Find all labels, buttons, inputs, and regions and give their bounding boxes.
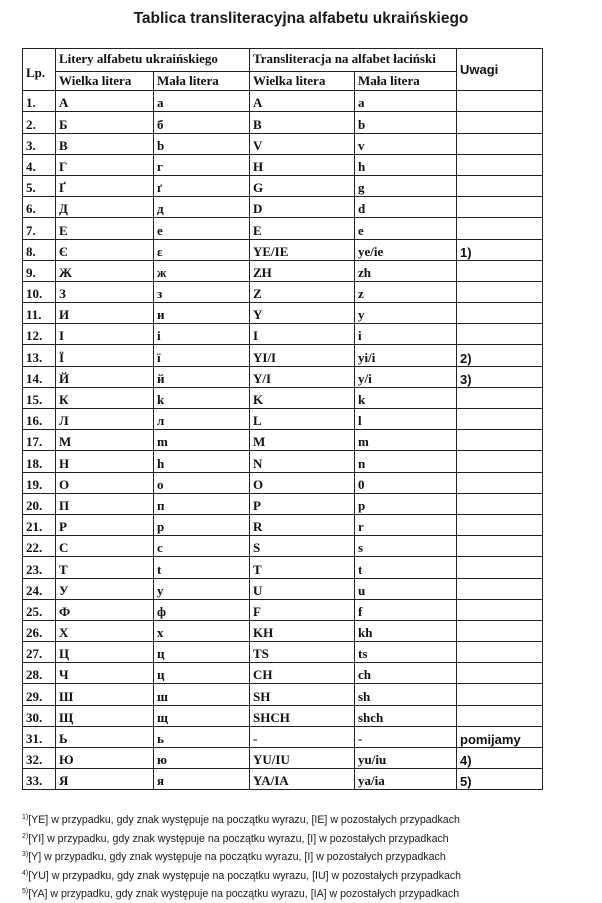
ukrainian-lower: г: [154, 154, 250, 175]
ukrainian-lower: m: [154, 430, 250, 451]
footnote-initial-form: [YU]: [28, 869, 49, 882]
ukrainian-upper: О: [56, 472, 154, 493]
latin-upper: ZH: [250, 260, 355, 281]
row-note: [457, 324, 543, 345]
ukrainian-upper: А: [56, 91, 154, 112]
footnote-other-form: [IU]: [312, 869, 329, 882]
latin-lower: r: [355, 514, 457, 535]
table-row: [23, 684, 543, 705]
row-note: [457, 705, 543, 726]
ukrainian-upper: З: [56, 281, 154, 302]
row-note: pomijamy: [457, 726, 543, 747]
row-note: [457, 112, 543, 133]
header-uk-upper: Wielka litera: [56, 72, 154, 91]
row-lp: 4.: [23, 154, 56, 175]
row-lp: 30.: [23, 705, 56, 726]
row-lp: 33.: [23, 769, 56, 790]
footnote-text: w przypadku, gdy znak występuje na początku wyrazu,: [41, 851, 305, 864]
footnote-mark: 4): [22, 869, 29, 877]
latin-upper: YA/IA: [250, 769, 355, 790]
footnote-mark: 1): [22, 814, 29, 821]
header-lat-upper: Wielka litera: [250, 72, 355, 91]
footnote-mark: 5): [22, 888, 29, 896]
row-lp: 24.: [23, 578, 56, 599]
latin-lower: m: [355, 430, 457, 451]
table-row: [23, 197, 543, 218]
table-row: [23, 112, 543, 133]
footnote-text: w przypadku, gdy znak występuje na początku wyrazu,: [44, 832, 308, 845]
row-note: [457, 599, 543, 620]
ukrainian-upper: Ч: [56, 663, 154, 684]
table-row: [23, 769, 543, 790]
ukrainian-upper: Р: [56, 514, 154, 535]
header-lp: Lp.: [23, 49, 56, 91]
latin-lower: y: [355, 303, 457, 324]
latin-lower: v: [355, 133, 457, 154]
table-row: [23, 536, 543, 557]
ukrainian-lower: ε: [154, 239, 250, 260]
latin-upper: YI/I: [250, 345, 355, 366]
table-row: [23, 493, 543, 514]
row-lp: 27.: [23, 642, 56, 663]
row-lp: 21.: [23, 514, 56, 535]
latin-upper: SHCH: [250, 705, 355, 726]
row-note: [457, 197, 543, 218]
latin-upper: Y/I: [250, 366, 355, 387]
row-note: [457, 175, 543, 196]
row-note: [457, 642, 543, 663]
table-body: [23, 91, 543, 790]
ukrainian-upper: В: [56, 133, 154, 154]
row-lp: 10.: [23, 281, 56, 302]
ukrainian-upper: Я: [56, 769, 154, 790]
latin-upper: CH: [250, 663, 355, 684]
ukrainian-upper: У: [56, 578, 154, 599]
ukrainian-upper: Т: [56, 557, 154, 578]
latin-lower: ts: [355, 642, 457, 663]
ukrainian-lower: о: [154, 472, 250, 493]
ukrainian-lower: ї: [154, 345, 250, 366]
ukrainian-upper: Є: [56, 239, 154, 260]
page-title: Tablica transliteracyjna alfabetu ukraińskiego: [133, 10, 469, 27]
latin-lower: l: [355, 409, 457, 430]
latin-lower: d: [355, 197, 457, 218]
row-lp: 23.: [23, 557, 56, 578]
table-row: [23, 620, 543, 641]
latin-upper: D: [250, 197, 355, 218]
table-row: [23, 91, 543, 112]
footnote: [22, 866, 597, 885]
row-lp: 22.: [23, 536, 56, 557]
ukrainian-lower: с: [154, 536, 250, 557]
table-row: [23, 409, 543, 430]
latin-lower: k: [355, 387, 457, 408]
row-lp: 6.: [23, 197, 56, 218]
latin-lower: zh: [355, 260, 457, 281]
row-lp: 12.: [23, 324, 56, 345]
ukrainian-lower: и: [154, 303, 250, 324]
transliteration-table: [22, 48, 543, 790]
footnote-mark: 2): [22, 832, 29, 840]
latin-lower: z: [355, 281, 457, 302]
footnotes: [22, 810, 597, 903]
row-note: [457, 557, 543, 578]
ukrainian-upper: М: [56, 430, 154, 451]
footnote-mark: 3): [22, 851, 29, 859]
latin-upper: TS: [250, 642, 355, 663]
ukrainian-upper: И: [56, 303, 154, 324]
ukrainian-lower: k: [154, 387, 250, 408]
table-row: [23, 133, 543, 154]
row-lp: 11.: [23, 303, 56, 324]
latin-upper: U: [250, 578, 355, 599]
latin-upper: G: [250, 175, 355, 196]
row-lp: 8.: [23, 239, 56, 260]
latin-lower: ye/ie: [355, 239, 457, 260]
row-note: 2): [457, 345, 543, 366]
ukrainian-upper: Ґ: [56, 175, 154, 196]
latin-upper: T: [250, 557, 355, 578]
latin-upper: B: [250, 112, 355, 133]
ukrainian-upper: Ї: [56, 345, 154, 366]
row-note: [457, 663, 543, 684]
latin-lower: b: [355, 112, 457, 133]
ukrainian-upper: С: [56, 536, 154, 557]
table-row: [23, 472, 543, 493]
table-row: [23, 642, 543, 663]
latin-lower: g: [355, 175, 457, 196]
ukrainian-lower: t: [154, 557, 250, 578]
row-note: 4): [457, 748, 543, 769]
ukrainian-lower: а: [154, 91, 250, 112]
ukrainian-upper: Щ: [56, 705, 154, 726]
ukrainian-upper: Х: [56, 620, 154, 641]
table-row: [23, 599, 543, 620]
row-note: [457, 91, 543, 112]
latin-lower: yi/i: [355, 345, 457, 366]
row-lp: 20.: [23, 493, 56, 514]
latin-upper: P: [250, 493, 355, 514]
row-lp: 2.: [23, 112, 56, 133]
table-row: [23, 557, 543, 578]
ukrainian-upper: Ь: [56, 726, 154, 747]
latin-upper: I: [250, 324, 355, 345]
footnote-other-form: [I]: [307, 832, 317, 845]
header-latin-transliteration: Transliteracja na alfabet łaciński: [250, 49, 457, 72]
row-note: 5): [457, 769, 543, 790]
latin-lower: kh: [355, 620, 457, 641]
latin-upper: Y: [250, 303, 355, 324]
ukrainian-upper: Ж: [56, 260, 154, 281]
ukrainian-upper: Ц: [56, 642, 154, 663]
latin-lower: p: [355, 493, 457, 514]
ukrainian-upper: І: [56, 324, 154, 345]
table-row: [23, 366, 543, 387]
latin-upper: Z: [250, 281, 355, 302]
latin-lower: t: [355, 557, 457, 578]
ukrainian-lower: ь: [154, 726, 250, 747]
table-row: [23, 451, 543, 472]
latin-upper: H: [250, 154, 355, 175]
latin-upper: S: [250, 536, 355, 557]
table-row: [23, 175, 543, 196]
footnote: [22, 884, 597, 903]
latin-upper: A: [250, 91, 355, 112]
latin-lower: u: [355, 578, 457, 599]
latin-lower: e: [355, 218, 457, 239]
row-note: [457, 154, 543, 175]
ukrainian-lower: і: [154, 324, 250, 345]
ukrainian-lower: ц: [154, 663, 250, 684]
header-ukrainian-letters: Litery alfabetu ukraińskiego: [56, 49, 250, 72]
table-row: [23, 514, 543, 535]
table-row: [23, 324, 543, 345]
row-lp: 16.: [23, 409, 56, 430]
row-lp: 26.: [23, 620, 56, 641]
row-lp: 25.: [23, 599, 56, 620]
row-lp: 28.: [23, 663, 56, 684]
footnote-text: w przypadku, gdy znak występuje na początku wyrazu,: [48, 814, 312, 826]
ukrainian-upper: Ю: [56, 748, 154, 769]
row-lp: 1.: [23, 91, 56, 112]
ukrainian-lower: б: [154, 112, 250, 133]
latin-upper: YU/IU: [250, 748, 355, 769]
footnote-other-form: [IA]: [310, 888, 327, 901]
ukrainian-upper: Б: [56, 112, 154, 133]
latin-upper: -: [250, 726, 355, 747]
footnote-text: w przypadku, gdy znak występuje na początku wyrazu,: [47, 888, 311, 901]
footnote-initial-form: [YA]: [28, 888, 48, 901]
footnote-other-form: [IE]: [311, 814, 328, 826]
ukrainian-lower: у: [154, 578, 250, 599]
row-note: [457, 620, 543, 641]
ukrainian-upper: Л: [56, 409, 154, 430]
row-note: [457, 472, 543, 493]
footnote: [22, 847, 597, 866]
row-lp: 15.: [23, 387, 56, 408]
ukrainian-lower: ф: [154, 599, 250, 620]
ukrainian-lower: й: [154, 366, 250, 387]
ukrainian-upper: Ф: [56, 599, 154, 620]
row-note: [457, 536, 543, 557]
latin-lower: n: [355, 451, 457, 472]
row-lp: 13.: [23, 345, 56, 366]
row-lp: 19.: [23, 472, 56, 493]
latin-upper: YE/IE: [250, 239, 355, 260]
latin-lower: a: [355, 91, 457, 112]
table-row: [23, 726, 543, 747]
latin-upper: L: [250, 409, 355, 430]
ukrainian-lower: п: [154, 493, 250, 514]
footnote-initial-form: [YI]: [28, 832, 45, 845]
ukrainian-lower: b: [154, 133, 250, 154]
row-note: 1): [457, 239, 543, 260]
table-row: [23, 663, 543, 684]
latin-lower: 0: [355, 472, 457, 493]
footnote-text-end: w pozostałych przypadkach: [328, 869, 462, 882]
footnote-other-form: [I]: [304, 851, 314, 864]
row-lp: 14.: [23, 366, 56, 387]
latin-upper: N: [250, 451, 355, 472]
row-lp: 5.: [23, 175, 56, 196]
table-row: [23, 705, 543, 726]
ukrainian-upper: Н: [56, 451, 154, 472]
footnote-text-end: w pozostałych przypadkach: [327, 814, 460, 826]
latin-upper: K: [250, 387, 355, 408]
row-lp: 3.: [23, 133, 56, 154]
footnote-text: w przypadku, gdy znak występuje na początku wyrazu,: [48, 869, 313, 882]
latin-upper: F: [250, 599, 355, 620]
ukrainian-lower: х: [154, 620, 250, 641]
latin-lower: shch: [355, 705, 457, 726]
row-lp: 29.: [23, 684, 56, 705]
ukrainian-lower: e: [154, 218, 250, 239]
header-uk-lower: Mała litera: [154, 72, 250, 91]
latin-upper: SH: [250, 684, 355, 705]
row-lp: 32.: [23, 748, 56, 769]
table-row: [23, 154, 543, 175]
ukrainian-lower: я: [154, 769, 250, 790]
ukrainian-lower: щ: [154, 705, 250, 726]
ukrainian-upper: Е: [56, 218, 154, 239]
latin-lower: s: [355, 536, 457, 557]
ukrainian-lower: д: [154, 197, 250, 218]
latin-upper: E: [250, 218, 355, 239]
row-lp: 9.: [23, 260, 56, 281]
ukrainian-lower: h: [154, 451, 250, 472]
row-note: [457, 514, 543, 535]
row-lp: 17.: [23, 430, 56, 451]
row-note: [457, 133, 543, 154]
row-lp: 18.: [23, 451, 56, 472]
header-lat-lower: Mała litera: [355, 72, 457, 91]
footnote-text-end: w pozostałych przypadkach: [313, 851, 446, 864]
latin-lower: i: [355, 324, 457, 345]
row-note: [457, 430, 543, 451]
ukrainian-upper: Ш: [56, 684, 154, 705]
latin-lower: yu/iu: [355, 748, 457, 769]
row-note: [457, 578, 543, 599]
ukrainian-lower: л: [154, 409, 250, 430]
footnote-text-end: w pozostałych przypadkach: [316, 832, 449, 845]
footnote: [22, 829, 597, 848]
table-row: [23, 748, 543, 769]
row-note: [457, 451, 543, 472]
footnote-text-end: w pozostałych przypadkach: [326, 888, 460, 901]
row-note: [457, 387, 543, 408]
row-note: [457, 260, 543, 281]
latin-upper: R: [250, 514, 355, 535]
table-row: [23, 260, 543, 281]
ukrainian-lower: ш: [154, 684, 250, 705]
table-row: [23, 387, 543, 408]
row-note: [457, 281, 543, 302]
latin-upper: O: [250, 472, 355, 493]
header-uwagi: Uwagi: [457, 49, 543, 91]
row-note: [457, 303, 543, 324]
ukrainian-lower: з: [154, 281, 250, 302]
latin-lower: ch: [355, 663, 457, 684]
footnote-initial-form: [Y]: [28, 851, 42, 864]
latin-lower: ya/ia: [355, 769, 457, 790]
table-row: [23, 303, 543, 324]
ukrainian-lower: ґ: [154, 175, 250, 196]
ukrainian-upper: Д: [56, 197, 154, 218]
row-lp: 7.: [23, 218, 56, 239]
latin-lower: sh: [355, 684, 457, 705]
table-row: [23, 578, 543, 599]
latin-upper: V: [250, 133, 355, 154]
row-lp: 31.: [23, 726, 56, 747]
latin-upper: KH: [250, 620, 355, 641]
ukrainian-upper: П: [56, 493, 154, 514]
row-note: 3): [457, 366, 543, 387]
table-row: [23, 345, 543, 366]
footnote: [22, 810, 597, 829]
latin-upper: M: [250, 430, 355, 451]
table-row: [23, 239, 543, 260]
row-note: [457, 493, 543, 514]
row-note: [457, 409, 543, 430]
ukrainian-upper: К: [56, 387, 154, 408]
ukrainian-lower: ж: [154, 260, 250, 281]
latin-lower: h: [355, 154, 457, 175]
ukrainian-lower: ц: [154, 642, 250, 663]
table-row: [23, 218, 543, 239]
ukrainian-upper: Й: [56, 366, 154, 387]
ukrainian-upper: Г: [56, 154, 154, 175]
row-note: [457, 218, 543, 239]
footnote-initial-form: [YE]: [28, 814, 49, 826]
latin-lower: f: [355, 599, 457, 620]
ukrainian-lower: ю: [154, 748, 250, 769]
table-row: [23, 281, 543, 302]
row-note: [457, 684, 543, 705]
latin-lower: y/i: [355, 366, 457, 387]
latin-lower: -: [355, 726, 457, 747]
ukrainian-lower: р: [154, 514, 250, 535]
table-row: [23, 430, 543, 451]
